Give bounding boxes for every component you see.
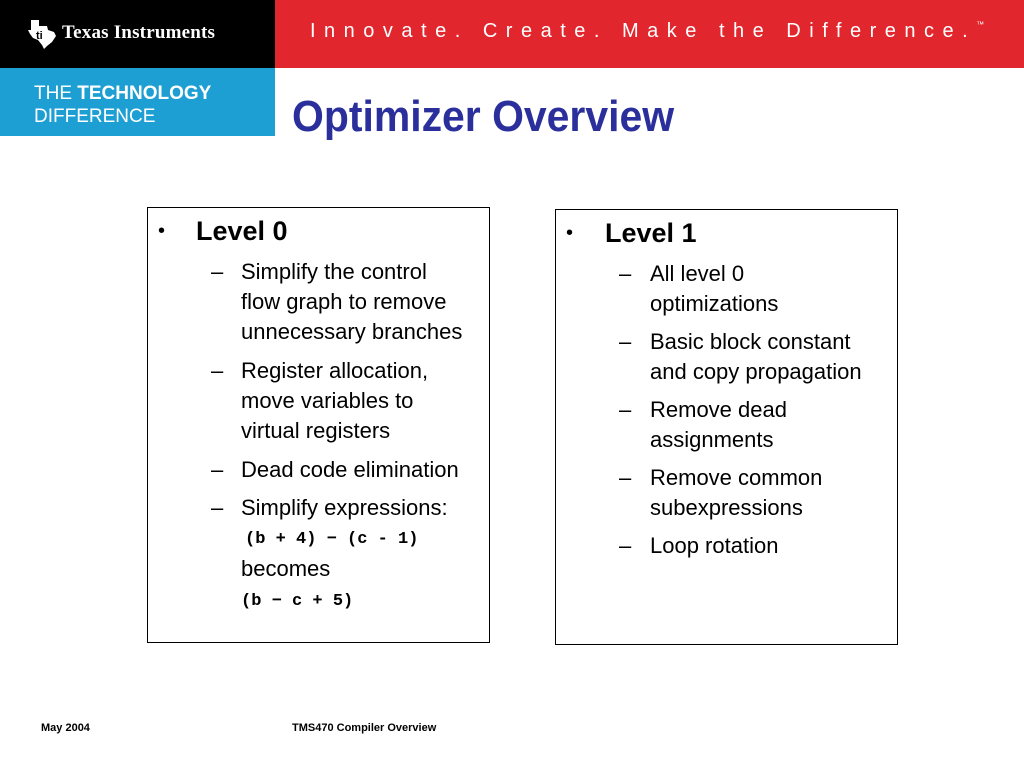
tagline-text: Innovate. Create. Make the Difference.: [310, 20, 977, 42]
dash: –: [211, 495, 224, 520]
dash: –: [619, 261, 632, 286]
tech-prefix: THE: [34, 83, 72, 104]
list-item-line: and copy propagation: [650, 359, 862, 384]
tech-bold: TECHNOLOGY: [77, 83, 212, 104]
list-item-line: move variables to: [241, 388, 414, 413]
dash: –: [211, 259, 224, 284]
list-item-line: All level 0: [650, 261, 745, 286]
list-item-line: optimizations: [650, 291, 779, 316]
dash: –: [619, 533, 632, 558]
ti-logo-area: [0, 0, 275, 68]
texas-state-logo-icon: [27, 18, 57, 50]
bullet: •: [158, 220, 166, 242]
list-item-line: Basic block constant: [650, 329, 851, 354]
code-expression-after: (b − c + 5): [241, 592, 354, 611]
list-item-line: flow graph to remove: [241, 289, 447, 314]
svg-text:ti: ti: [36, 30, 43, 42]
dash: –: [211, 457, 224, 482]
list-item-line: Dead code elimination: [241, 457, 459, 482]
trademark: ™: [976, 20, 985, 29]
dash: –: [211, 358, 224, 383]
level-0-box: [147, 207, 490, 643]
list-item-line: Simplify expressions:: [241, 495, 448, 520]
list-item-line: Loop rotation: [650, 533, 779, 558]
dash: –: [619, 465, 632, 490]
becomes-text: becomes: [241, 556, 331, 581]
tech-line-1: [34, 83, 211, 105]
list-item-line: Remove dead: [650, 397, 787, 422]
bullet: •: [566, 222, 574, 244]
tech-line-2: DIFFERENCE: [34, 106, 156, 127]
list-item-line: Simplify the control: [241, 259, 427, 284]
page-title: Optimizer Overview: [292, 92, 675, 141]
list-item-line: assignments: [650, 427, 774, 452]
level-1-heading: Level 1: [605, 218, 697, 248]
footer-date: May 2004: [41, 722, 90, 734]
tagline: [310, 20, 984, 43]
code-expression-before: (b + 4) − (c - 1): [245, 530, 419, 549]
list-item-line: Register allocation,: [241, 358, 429, 383]
level-1-box: [555, 209, 898, 645]
list-item-line: Remove common: [650, 465, 823, 490]
footer-doc-title: TMS470 Compiler Overview: [292, 722, 437, 734]
level-0-heading: Level 0: [196, 216, 288, 246]
list-item-line: unnecessary branches: [241, 319, 463, 344]
dash: –: [619, 397, 632, 422]
list-item-line: virtual registers: [241, 418, 391, 443]
dash: –: [619, 329, 632, 354]
list-item-line: subexpressions: [650, 495, 803, 520]
logo-text: Texas Instruments: [62, 22, 216, 43]
